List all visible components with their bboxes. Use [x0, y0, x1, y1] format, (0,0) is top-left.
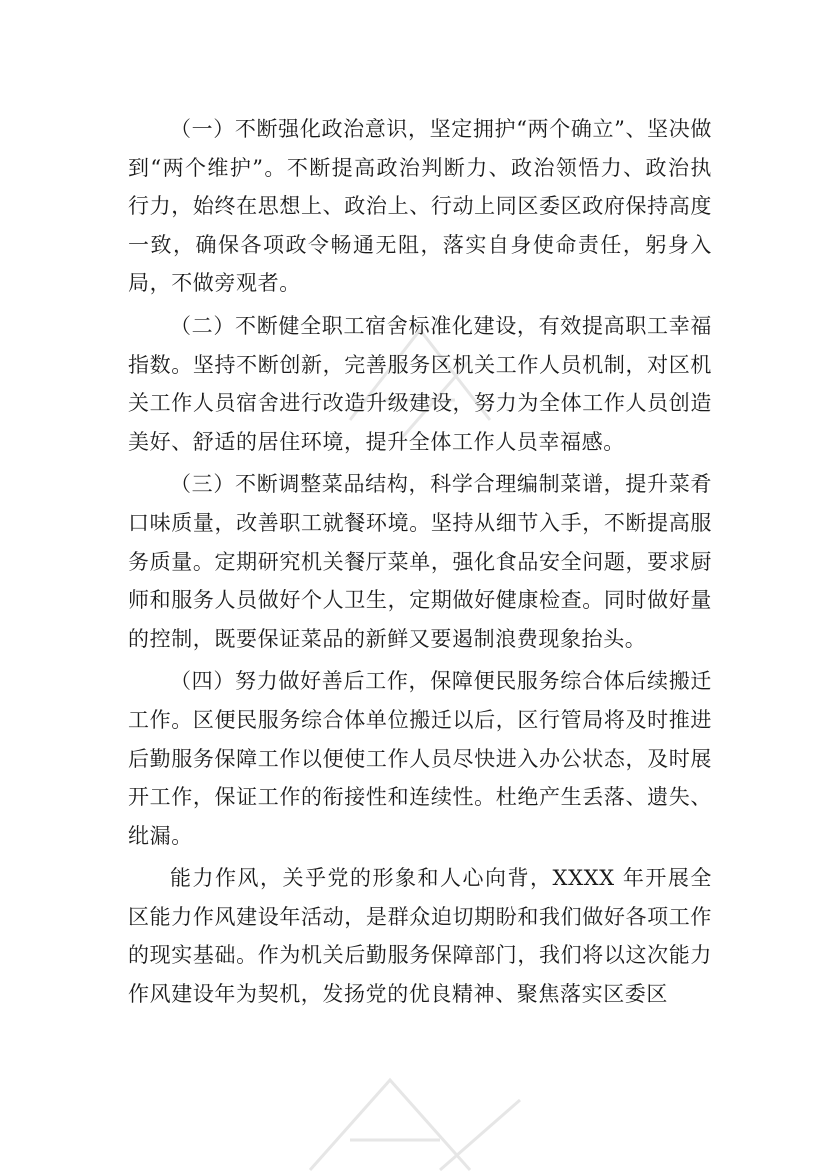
paragraph-5: 能力作风，关乎党的形象和人心向背，XXXX 年开展全区能力作风建设年活动，是群众迫切期盼和我们做好各项工作的现实基础。作为机关后勤服务保障部门，我们将以这次能力作风建设年为契机，发扬党的优良精神、聚焦落实区委区	[128, 866, 712, 1007]
document-body	[128, 110, 712, 1018]
paragraph-4: （四）努力做好善后工作，保障便民服务综合体后续搬迁工作。区便民服务综合体单位搬迁以后，区行管局将及时推进后勤服务保障工作以便使工作人员尽快进入办公状态，及时展开工作，保证工作的衔接性和连续性。杜绝产生丢落、遗失、纰漏。	[128, 669, 712, 848]
paragraph-2: （二）不断健全职工宿舍标准化建设，有效提高职工幸福指数。坚持不断创新，完善服务区机关工作人员机制，对区机关工作人员宿舍进行改造升级建设，努力为全体工作人员创造美好、舒适的居住环境，提升全体工作人员幸福感。	[128, 313, 712, 454]
paragraph-1: （一）不断强化政治意识，坚定拥护“两个确立”、坚决做到“两个维护”。不断提高政治判断力、政治领悟力、政治执行力，始终在思想上、政治上、行动上同区委区政府保持高度一致，确保各项政令畅通无阻，落实自身使命责任，躬身入局，不做旁观者。	[128, 117, 712, 296]
watermark-graphic-bottom	[290, 1060, 550, 1174]
paragraph-3: （三）不断调整菜品结构，科学合理编制菜谱，提升菜肴口味质量，改善职工就餐环境。坚持从细节入手，不断提高服务质量。定期研究机关餐厅菜单，强化食品安全问题，要求厨师和服务人员做好个人卫生，定期做好健康检查。同时做好量的控制，既要保证菜品的新鲜又要遏制浪费现象抬头。	[128, 472, 712, 651]
